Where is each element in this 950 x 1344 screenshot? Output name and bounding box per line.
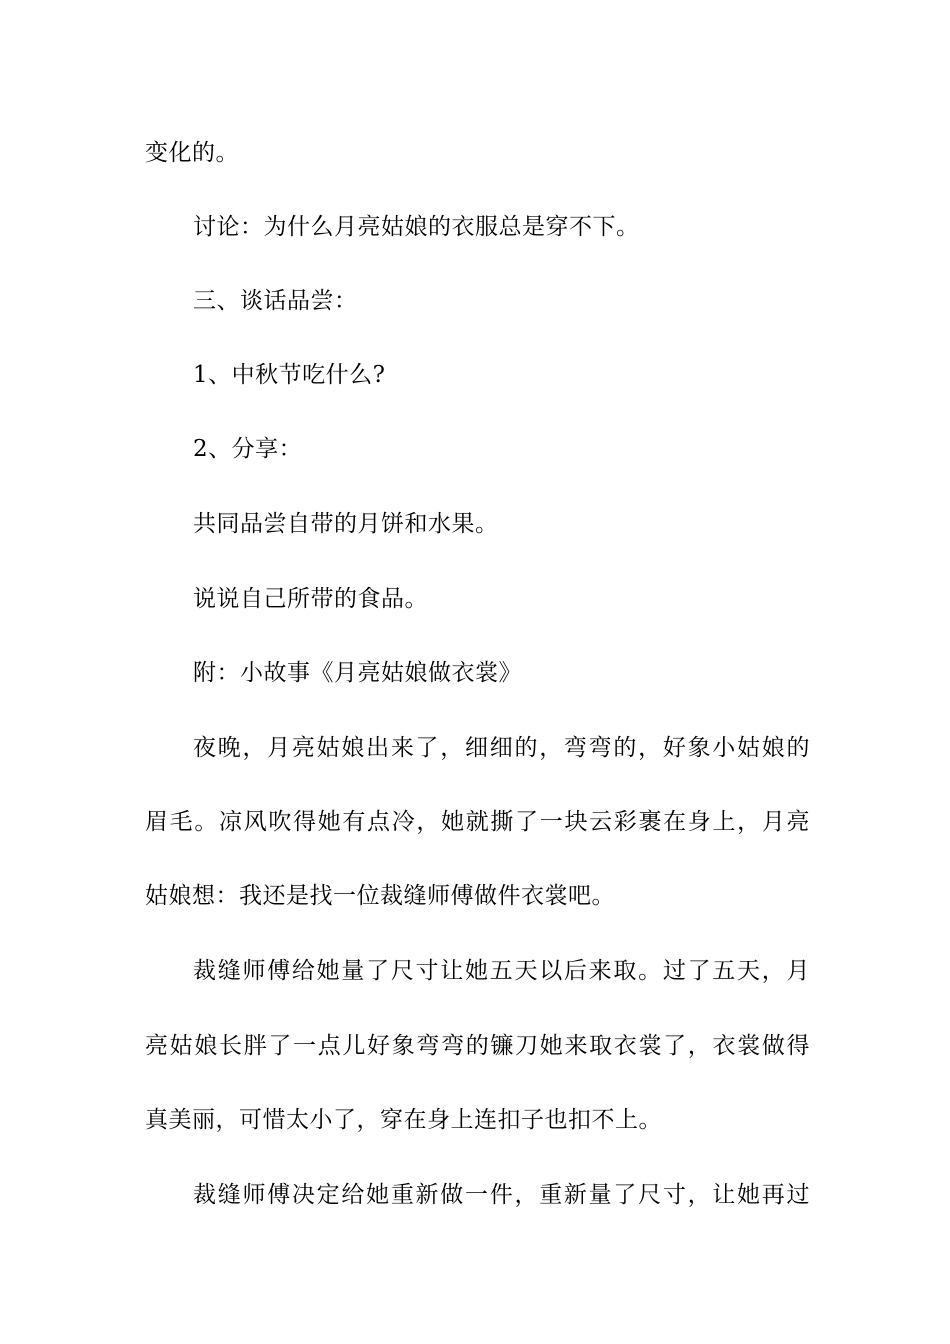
text-line: 1、中秋节吃什么? (193, 362, 386, 388)
paragraph-line: 真美丽，可惜太小了，穿在身上连扣子也扣不上。 (145, 1107, 662, 1133)
text-line: 2、分享： (193, 436, 303, 462)
paragraph-line: 亮姑娘长胖了一点儿好象弯弯的镰刀她来取衣裳了，衣裳做得 (145, 1033, 810, 1059)
paragraph-line: 姑娘想：我还是找一位裁缝师傅做件衣裳吧。 (145, 883, 615, 909)
section-heading: 三、谈话品尝： (193, 288, 358, 314)
paragraph-line: 夜晚，月亮姑娘出来了，细细的，弯弯的，好象小姑娘的 (193, 735, 810, 761)
story-title: 附：小故事《月亮姑娘做衣裳》 (193, 660, 522, 686)
paragraph-line: 眉毛。凉风吹得她有点冷，她就撕了一块云彩裹在身上，月亮 (145, 809, 810, 835)
text-line: 说说自己所带的食品。 (193, 586, 428, 612)
paragraph-line: 裁缝师傅决定给她重新做一件，重新量了尺寸，让她再过 (193, 1182, 810, 1208)
text-line: 讨论：为什么月亮姑娘的衣服总是穿不下。 (193, 214, 640, 240)
paragraph-line: 裁缝师傅给她量了尺寸让她五天以后来取。过了五天，月 (193, 958, 810, 984)
text-line: 变化的。 (145, 140, 239, 166)
text-line: 共同品尝自带的月饼和水果。 (193, 511, 499, 537)
